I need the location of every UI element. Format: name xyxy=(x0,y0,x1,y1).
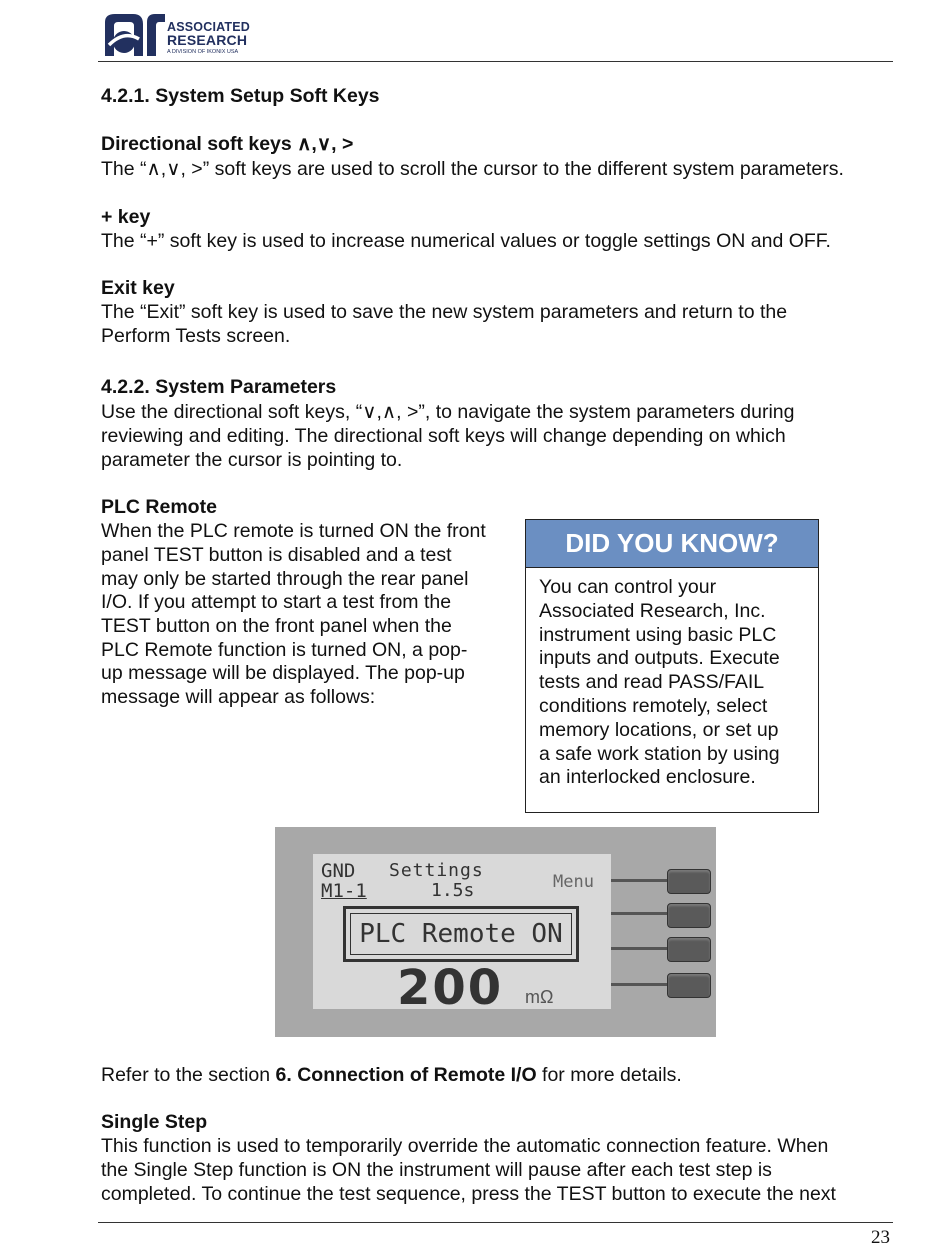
refer-section-link: 6. Connection of Remote I/O xyxy=(275,1064,537,1086)
exit-key-heading: Exit key xyxy=(101,277,175,299)
soft-key-2 xyxy=(667,903,711,928)
directional-keys-text: The “∧,∨, >” soft keys are used to scroll the cursor to the different system parameters. xyxy=(101,158,844,180)
lcd-menu-label: Menu xyxy=(553,872,594,892)
plc-remote-heading: PLC Remote xyxy=(101,496,217,518)
logo-text-associated: ASSOCIATED xyxy=(167,20,251,34)
directional-keys-heading: Directional soft keys ∧,∨, > xyxy=(101,133,354,155)
softkey-leader-line xyxy=(611,912,669,915)
logo-mark-icon xyxy=(103,12,165,58)
did-you-know-line: You can control your xyxy=(539,576,717,598)
refer-text xyxy=(101,1063,682,1087)
plc-remote-text-line: panel TEST button is disabled and a test xyxy=(101,544,452,566)
plc-remote-text-line: When the PLC remote is turned ON the front xyxy=(101,520,486,542)
logo-subtitle: A DIVISION OF IKONIX USA xyxy=(167,49,239,55)
plc-remote-text-line: up message will be displayed. The pop-up xyxy=(101,662,465,684)
lcd-mode-label: GND xyxy=(321,860,356,882)
did-you-know-line: conditions remotely, select xyxy=(539,694,768,717)
system-parameters-text-line: Use the directional soft keys, “∨,∧, >”, to navigate the system parameters during xyxy=(101,401,795,423)
plus-key-heading: + key xyxy=(101,206,151,228)
lcd-reading-unit: mΩ xyxy=(525,987,554,1007)
single-step-text-line: completed. To continue the test sequence, press the TEST button to execute the next xyxy=(101,1183,836,1205)
single-step-heading: Single Step xyxy=(101,1111,208,1133)
did-you-know-title: DID YOU KNOW? xyxy=(526,520,818,568)
plc-remote-text-line: I/O. If you attempt to start a test from the xyxy=(101,591,452,613)
lcd-time-value: 1.5s xyxy=(431,880,475,901)
softkey-leader-line xyxy=(611,879,669,882)
section-heading-4-2-2: 4.2.2. System Parameters xyxy=(101,376,337,398)
lcd-memory-label: M1-1 xyxy=(321,880,367,902)
company-logo xyxy=(103,12,263,58)
did-you-know-line: inputs and outputs. Execute xyxy=(539,647,780,670)
header-divider xyxy=(98,61,893,62)
soft-key-4 xyxy=(667,973,711,998)
refer-prefix: Refer to the section xyxy=(101,1064,276,1086)
system-parameters-text-line: reviewing and editing. The directional soft keys will change depending on which xyxy=(101,425,786,447)
system-parameters-text-line: parameter the cursor is pointing to. xyxy=(101,449,403,471)
refer-suffix: for more details. xyxy=(536,1064,682,1086)
footer-divider xyxy=(98,1222,893,1223)
softkey-leader-line xyxy=(611,983,669,986)
did-you-know-body xyxy=(526,568,818,790)
lcd-panel-image xyxy=(275,827,716,1037)
did-you-know-line: Associated Research, Inc. xyxy=(539,599,766,622)
softkey-leader-line xyxy=(611,947,669,950)
did-you-know-line: instrument using basic PLC xyxy=(539,623,777,646)
exit-key-text-line: The “Exit” soft key is used to save the new system parameters and return to the xyxy=(101,301,788,323)
soft-key-1 xyxy=(667,869,711,894)
single-step-text-line: This function is used to temporarily override the automatic connection feature. When xyxy=(101,1135,829,1157)
lcd-reading-value: 200 xyxy=(397,960,504,1016)
lcd-popup-box xyxy=(343,906,579,962)
did-you-know-line: tests and read PASS/FAIL xyxy=(539,671,765,694)
did-you-know-line: an interlocked enclosure. xyxy=(539,766,756,789)
plc-remote-text-line: may only be started through the rear panel xyxy=(101,568,469,590)
plc-remote-text-line: TEST button on the front panel when the xyxy=(101,615,452,637)
did-you-know-line: memory locations, or set up xyxy=(539,718,779,741)
lcd-screen xyxy=(313,854,611,1016)
lcd-popup-message: PLC Remote ON xyxy=(350,913,572,955)
logo-text-research: RESEARCH xyxy=(167,32,248,48)
page-number: 23 xyxy=(871,1227,890,1248)
did-you-know-line: a safe work station by using xyxy=(539,742,780,765)
single-step-text-line: the Single Step function is ON the instrument will pause after each test step is xyxy=(101,1159,772,1181)
plc-remote-text-line: PLC Remote function is turned ON, a pop- xyxy=(101,639,468,661)
plc-remote-text-line: message will appear as follows: xyxy=(101,686,376,708)
section-heading-4-2-1: 4.2.1. System Setup Soft Keys xyxy=(101,85,380,107)
plus-key-text: The “+” soft key is used to increase numerical values or toggle settings ON and OFF. xyxy=(101,230,831,252)
exit-key-text-line: Perform Tests screen. xyxy=(101,325,291,347)
did-you-know-box xyxy=(525,519,819,813)
lcd-settings-label: Settings xyxy=(389,860,484,881)
soft-key-3 xyxy=(667,937,711,962)
